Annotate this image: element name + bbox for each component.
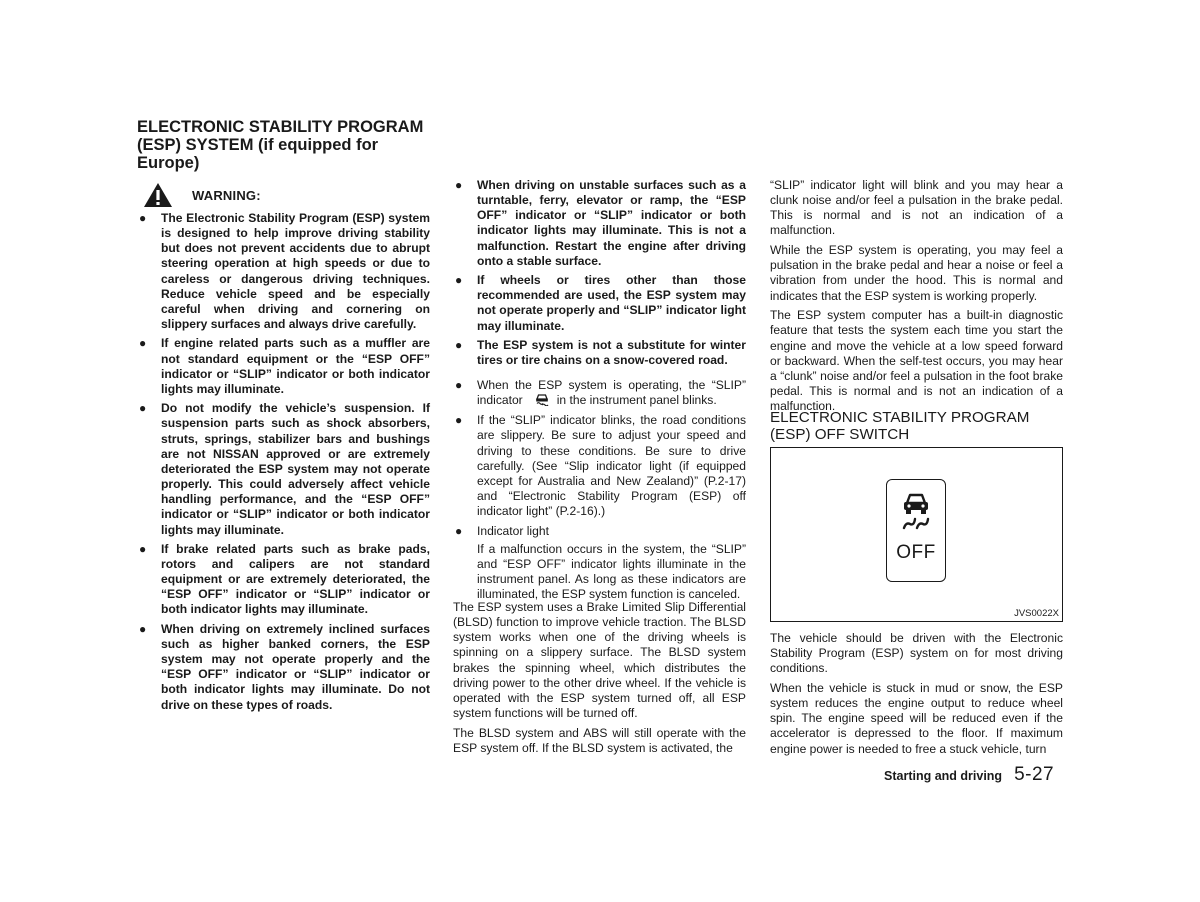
note-2-text: If the “SLIP” indicator blinks, the road conditions are slippery. Be sure to adjust your speed and driving to these conditions. Be sure to drive carefully. (See “Slip indicator light (if equipped except for Australia and New Zealand)” (P.2-17) and “Electronic Stability Program (ESP) off indicator light” (P.2-16).) <box>477 413 746 519</box>
warning-item: ● If engine related parts such as a muffler are not standard equipment or the “ESP OFF” indicator or “SLIP” indicator or both indicator lights may illuminate. <box>139 336 431 396</box>
note-3-detail: If a malfunction occurs in the system, the “SLIP” and “ESP OFF” indicator lights illuminate in the instrument panel. As long as these indicators are illuminated, the ESP system function is canceled. <box>477 541 746 602</box>
warning-text: ESP OFF <box>167 587 223 602</box>
warning-label: WARNING: <box>192 187 261 203</box>
note-1-before: When the ESP system is operating, the “SLIP” indicator <box>477 378 746 408</box>
note-3-text: Indicator light <box>477 524 549 539</box>
warning-text: ” indicator light may illuminate. <box>477 303 746 333</box>
warning-text: The ESP system is not a substitute for winter tires or tire chains on a snow-covered road. <box>477 337 746 368</box>
note-1-after: in the instrument panel blinks. <box>556 393 717 408</box>
warning-text: SLIP <box>319 667 347 682</box>
warning-text: ” indicator or both indicator lights may illuminate. Do not drive on these types of roads. <box>161 667 430 712</box>
warning-text: ” indicator or both indicator lights may illuminate. This is not a malfunction. Restart the engine after driving onto a stable surface. <box>477 208 746 268</box>
warning-header <box>143 182 261 208</box>
warning-list-col2 <box>453 178 746 372</box>
warning-text: ESP OFF <box>477 193 746 223</box>
warning-item: ● Do not modify the vehicle’s suspension. If suspension parts such as shock absorbers, struts, springs, stabilizer bars and bushings are not NISSAN approved or are extremely deteriorated the ESP system may not operate properly. This could adversely affect vehicle handling performance, and the “ESP OFF” indicator or “SLIP” indicator or both indicator lights may illuminate. <box>139 401 431 537</box>
warning-text: If wheels or tires other than those recommended are used, the ESP system may not operate properly and “ <box>477 273 746 318</box>
warning-list-col1 <box>137 211 430 717</box>
warning-text: SLIP <box>239 366 266 381</box>
warning-text: ” indicator or both indicator lights may illuminate. <box>161 507 431 537</box>
warning-text: When driving on unstable surfaces such as a turntable, ferry, elevator or ramp, the “ <box>477 178 746 208</box>
figure-id: JVS0022X <box>1014 608 1059 619</box>
off-label: OFF <box>896 542 936 563</box>
paragraph: The ESP system uses a Brake Limited Slip Differential (BLSD) function to improve vehicle traction. The BLSD system works when one of the driving wheels is spinning on a slippery surface. The BLSD system brakes the spinning wheel, which distributes the driving power to the other drive wheel. If the vehicle is operated with the ESP system turned off, all ESP system functions will be turned off. <box>453 600 746 721</box>
section-title: ELECTRONIC STABILITY PROGRAM (ESP) SYSTEM (if equipped for Europe) <box>137 118 424 172</box>
skidding-car-icon <box>898 490 934 540</box>
warning-text: ” indicator or “ <box>161 492 430 522</box>
paragraph: The BLSD system and ABS will still operate with the ESP system off. If the BLSD system is activated, the <box>453 725 746 755</box>
notes-list <box>453 378 746 602</box>
page-footer <box>884 764 1054 786</box>
warning-text: ” indicator or “ <box>161 351 430 381</box>
off-switch-figure <box>770 447 1063 622</box>
warning-text: SLIP <box>629 303 657 318</box>
slip-indicator-icon <box>533 393 551 406</box>
warning-text: ESP OFF <box>367 351 424 366</box>
list-item: ● Indicator light <box>455 524 549 539</box>
warning-text: ” indicator or “ <box>222 667 320 682</box>
warning-item: ● When driving on extremely inclined surfaces such as higher banked corners, the ESP system may not operate properly and the “ESP OFF” indicator or “SLIP” indicator or both indicator lights may illuminate. Do not drive on these types of roads. <box>139 621 430 712</box>
paragraph: While the ESP system is operating, you may feel a pulsation in the brake pedal and hear a noise or feel a vibration from under the hood. This is normal and indicates that the ESP system is working properly. <box>770 243 1063 303</box>
esp-off-switch <box>886 479 946 582</box>
warning-text: ” indicator or “ <box>501 208 601 223</box>
warning-item: ● If brake related parts such as brake pads, rotors and calipers are not standard equipment or are extremely deteriorated, the “ESP OFF” indicator or “SLIP” indicator or both indicator lights may illuminate. <box>139 541 430 617</box>
off-switch-title: ELECTRONIC STABILITY PROGRAM (ESP) OFF SWITCH <box>770 409 1030 443</box>
warning-triangle-icon <box>143 182 173 208</box>
warning-item: ● If wheels or tires other than those recommended are used, the ESP system may not operate properly and “SLIP” indicator light may illuminate. <box>455 273 746 333</box>
warning-item: ● When driving on unstable surfaces such as a turntable, ferry, elevator or ramp, the “ESP OFF” indicator or “SLIP” indicator or both indicator lights may illuminate. This is not a malfunction. Restart the engine after driving onto a stable surface. <box>455 178 746 268</box>
warning-text: Do not modify the vehicle’s suspension. If suspension parts such as shock absorbers, struts, springs, stabilizer bars and bushings are not NISSAN approved or are extremely deteriorated the ESP system may not operate properly. This could adversely affect vehicle handling performance, and the “ <box>161 401 430 507</box>
page-number: 5-27 <box>1014 764 1055 785</box>
col2-paragraphs <box>453 600 746 761</box>
warning-text: When driving on extremely inclined surfaces such as higher banked corners, the ESP system may not operate properly and the “ <box>161 621 430 682</box>
warning-text: ” indicator or “ <box>222 587 320 602</box>
warning-text: ESP OFF <box>167 667 223 682</box>
warning-item: ● The Electronic Stability Program (ESP) system is designed to help improve driving stability but does not prevent accidents due to abrupt steering operation at high speeds or due to careless or dangerous driving techniques. Reduce vehicle speed and be especially careful when driving and cornering on slippery surfaces and always drive carefully. <box>139 211 430 332</box>
warning-text: If brake related parts such as brake pads, rotors and calipers are not standard equipment or are extremely deteriorated, the “ <box>161 541 430 602</box>
warning-text: SLIP <box>319 587 347 602</box>
list-item: ● If the “SLIP” indicator blinks, the road conditions are slippery. Be sure to adjust your speed and driving to these conditions. Be sure to drive carefully. (See “Slip indicator light (if equipped except for Australia and New Zealand)” (P.2-17) and “Electronic Stability Program (ESP) off indicator light” (P.2-16).) <box>455 413 746 519</box>
col3-paragraphs-top <box>770 178 1063 419</box>
paragraph: The ESP system computer has a built-in diagnostic feature that tests the system each time you start the engine and move the vehicle at a low speed forward or backward. When the self-test occurs, you may hear a “clunk” noise and/or feel a pulsation in the foot brake pedal. This is normal and is not an indication of a malfunction. <box>770 308 1063 414</box>
paragraph: “SLIP” indicator light will blink and you may hear a clunk noise and/or feel a pulsation in the brake pedal. This is normal and is not an indication of a malfunction. <box>770 178 1063 238</box>
warning-text: If engine related parts such as a muffler are not standard equipment or the “ <box>161 336 430 366</box>
paragraph: The vehicle should be driven with the Electronic Stability Program (ESP) system on for most driving conditions. <box>770 631 1063 676</box>
footer-section-name: Starting and driving <box>884 769 1003 783</box>
warning-text: ESP OFF <box>367 492 424 507</box>
col3-paragraphs-bottom <box>770 631 1063 761</box>
warning-text: SLIP <box>600 208 627 223</box>
paragraph: When the vehicle is stuck in mud or snow, the ESP system reduces the engine output to reduce wheel spin. The engine speed will be reduced even if the accelerator is depressed to the floor. If maximum engine power is needed to free a stuck vehicle, turn <box>770 680 1063 756</box>
warning-item: ● The ESP system is not a substitute for winter tires or tire chains on a snow-covered road. <box>455 337 746 368</box>
warning-text: SLIP <box>239 507 266 522</box>
warning-text: ” indicator or both indicator lights may illuminate. <box>161 587 430 617</box>
list-item: ● When the ESP system is operating, the “SLIP” indicator in the instrument panel blinks. <box>455 378 746 408</box>
warning-text: The Electronic Stability Program (ESP) system is designed to help improve driving stability but does not prevent accidents due to abrupt steering operation at high speeds or due to careless or dangerous driving techniques. Reduce vehicle speed and be especially careful when driving and cornering on slippery surfaces and always drive carefully. <box>161 211 430 332</box>
warning-text: ” indicator or both indicator lights may illuminate. <box>161 366 431 396</box>
